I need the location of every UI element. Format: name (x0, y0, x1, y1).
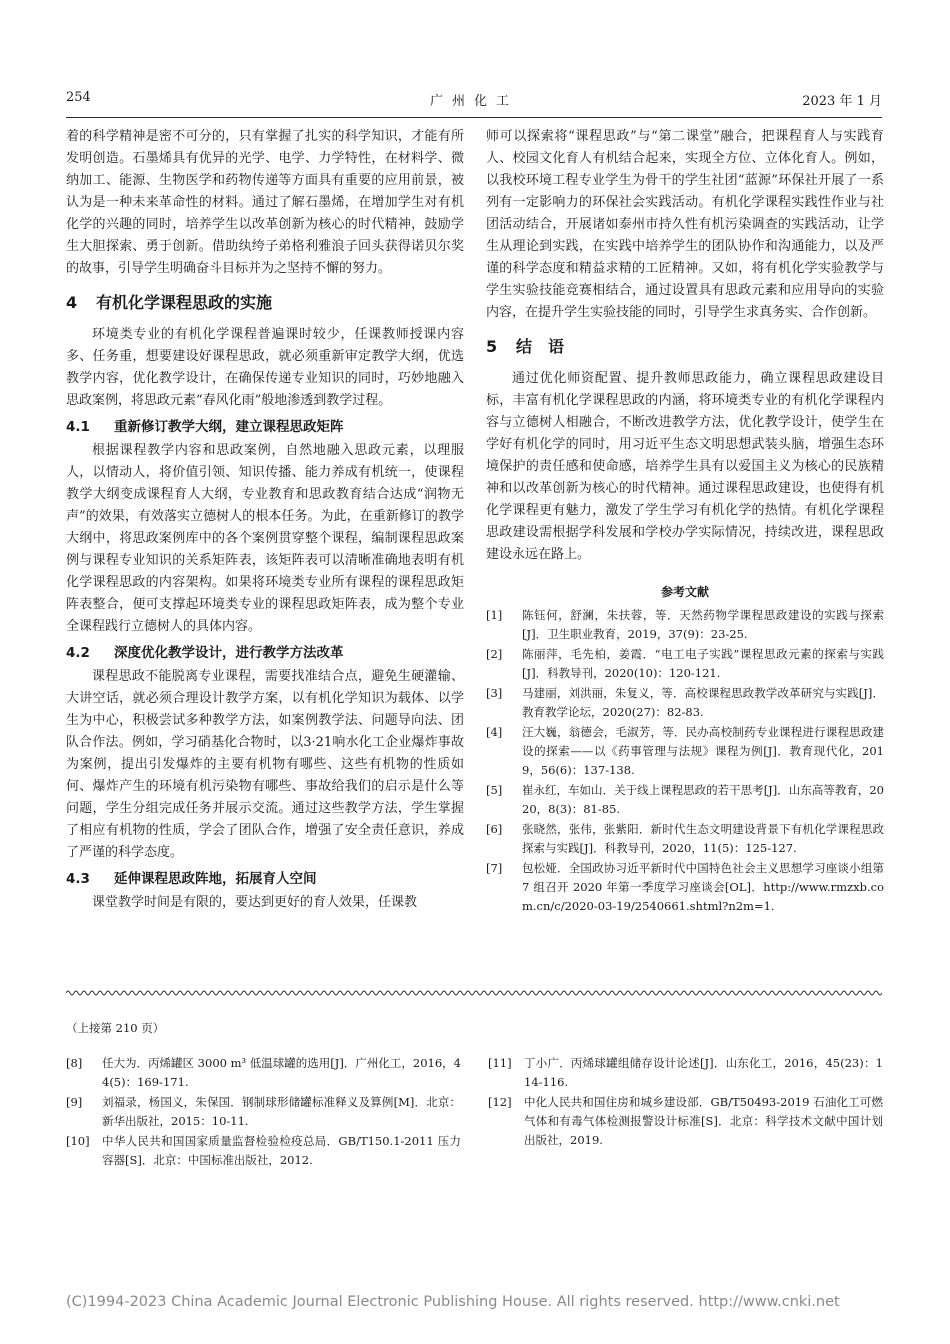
section-4-paragraph: 环境类专业的有机化学课程普遍课时较少，任课教师授课内容多、任务重，想要建设好课程思政，就必须重新审定教学大纲，优选教学内容，优化教学设计，在确保传递专业知识的同时，巧妙地融入思政案例，将思政元素“春风化雨”般地渗透到教学过程。 (66, 327, 464, 408)
subsection-4-1-heading (66, 416, 464, 438)
reference-text: 包松娅．全国政协习近平新时代中国特色社会主义思想学习座谈小组第 7 组召开 2020 年第一季度学习座谈会[OL]．http://www.rmzxb.com.cn/c/2020-03-19/2540661.shtml?n2m=1. (522, 861, 884, 913)
continued-note: （上接第 210 页） (66, 1021, 165, 1035)
reference-number: [12] (488, 1095, 512, 1109)
subsection-4-2-paragraph: 课程思政不能脱离专业课程，需要找准结合点，避免生硬灌输、大讲空话，就必须合理设计教学方案，以有机化学知识为载体、以学生为中心，积极尝试多种教学方法，如案例教学法、问题导向法、团队合作法。例如，学习硝基化合物时，以3·21响水化工企业爆炸事故为案例，提出引发爆炸的主要有机物有哪些、这些有机物的性质如何、爆炸产生的环境有机污染物有哪些、事故给我们的启示是什么等问题，学生分组完成任务并展示交流。通过这些教学方法，学生掌握了相应有机物的性质，学会了团队合作，增强了安全责任意识，养成了严谨的科学态度。 (66, 669, 464, 860)
reference-item (486, 820, 884, 858)
reference-text: 中华人民共和国国家质量监督检验检疫总局．GB/T150.1-2011 压力容器[S]．北京：中国标准出版社，2012. (102, 1134, 461, 1167)
intro-paragraph: 着的科学精神是密不可分的，只有掌握了扎实的科学知识，才能有所发明创造。石墨烯具有优异的光学、电学、力学特性，在材料学、微纳加工、能源、生物医学和药物传递等方面具有重要的应用前景，被认为是一种未来革命性的材料。通过了解石墨烯，在增加学生对有机化学的兴趣的同时，培养学生以改革创新为核心的时代精神，鼓励学生大胆探索、勇于创新。借助纨绔子弟格利雅浪子回头获得诺贝尔奖的故事，引导学生明确奋斗目标并为之坚持不懈的努力。 (66, 129, 464, 276)
conclusion-paragraph: 通过优化师资配置、提升教师思政能力，确立课程思政建设目标，丰富有机化学课程思政的内涵，将环境类专业的有机化学课程内容与立德树人相融合，不断改进教学方法，优化教学设计，使学生在学好有机化学的同时，用习近平生态文明思想武装头脑，增强生态环境保护的责任感和使命感，培养学生具有以爱国主义为核心的民族精神和以改革创新为核心的时代精神。通过课程思政建设，也使得有机化学课程更有魅力，激发了学生学习有机化学的热情。有机化学课程思政建设需根据学科发展和学校办学实际情况，持续改进，课程思政建设永远在路上。 (486, 371, 884, 562)
references-list (486, 606, 884, 916)
reference-number: [5] (486, 783, 503, 797)
left-column (66, 126, 464, 914)
reference-text: 马建丽，刘洪丽，朱复义，等．高校课程思政教学改革研究与实践[J]．教育教学论坛，2020(27)：82-83. (522, 686, 884, 719)
subsection-number: 4.1 (66, 419, 90, 435)
reference-text: 刘福录，杨国义，朱保国．钢制球形储罐标准释义及算例[M]．北京：新华出版社，2015：10-11. (102, 1095, 461, 1128)
reference-item (486, 684, 884, 722)
bottom-references-right (488, 1054, 883, 1151)
reference-text: 崔永红，车如山．关于线上课程思政的若干思考[J]．山东高等教育，2020，8(3)：81-85. (522, 783, 884, 816)
header-rule (66, 117, 882, 118)
reference-number: [7] (486, 861, 503, 875)
reference-text: 汪大巍，翁德会，毛淑芳，等．民办高校制药专业课程进行课程思政建设的探索——以《药事管理与法规》课程为例[J]．教育现代化，2019，56(6)：137-138. (522, 725, 884, 777)
reference-item (66, 1093, 461, 1131)
subsection-number: 4.2 (66, 645, 90, 661)
subsection-4-3-paragraph-cont: 师可以探索将“课程思政”与“第二课堂”融合，把课程育人与实践育人、校园文化育人有机结合起来，实现全方位、立体化育人。例如，以我校环境工程专业学生为骨干的学生社团“蓝源”环保社开展了一系列有一定影响力的环保社会实践活动。有机化学课程实践性作业与社团活动结合，开展诸如泰州市持久性有机污染调查的实践活动，让学生从理论到实践，在实践中培养学生的团队协作和沟通能力，以及严谨的科学态度和精益求精的工匠精神。又如，将有机化学实验教学与学生实验技能竞赛相结合，通过设置具有思政元素和应用导向的实验内容，在提升学生实验技能的同时，引导学生求真务实、合作创新。 (486, 129, 884, 320)
section-5-heading (486, 334, 884, 360)
subsection-title: 延伸课程思政阵地，拓展育人空间 (114, 871, 317, 887)
issue-date: 2023 年 1 月 (802, 94, 882, 109)
reference-number: [6] (486, 822, 503, 836)
reference-number: [1] (486, 608, 503, 622)
copyright-footer: (C)1994-2023 China Academic Journal Electronic Publishing House. All rights reserved. http://www.cnki.net (66, 1294, 840, 1310)
page-header (66, 88, 882, 112)
reference-text: 张晓然，张伟，张紫阳．新时代生态文明建设背景下有机化学课程思政探索与实践[J]．科教导刊，2020，11(5)：125-127. (522, 822, 884, 855)
reference-text: 陈丽萍，毛先柏，姜霞．“电工电子实践”课程思政元素的探索与实践[J]．科教导刊，2020(10)：120-121. (522, 647, 884, 680)
subsection-number: 4.3 (66, 871, 90, 887)
subsection-4-1-paragraph: 根据课程教学内容和思政案例，自然地融入思政元素，以理服人，以情动人，将价值引领、知识传播、能力养成有机统一，使课程教学大纲变成课程育人大纲，专业教育和思政教育结合达成“润物无声”的效果，有效落实立德树人的根本任务。为此，在重新修订的教学大纲中，将思政案例库中的各个案例贯穿整个课程，编制课程思政案例与课程专业知识的关系矩阵表，该矩阵表可以清晰准确地表明有机化学课程思政的内容架构。如果将环境类专业所有课程的课程思政矩阵表整合，便可支撑起环境类专业的课程思政矩阵表，成为整个专业全课程践行立德树人的具体内容。 (66, 443, 464, 634)
reference-number: [3] (486, 686, 503, 700)
reference-item (66, 1132, 461, 1170)
reference-item (486, 723, 884, 780)
reference-text: 任大为．丙烯罐区 3000 m³ 低温球罐的选用[J]．广州化工，2016，44(5)：169-171. (102, 1056, 461, 1089)
reference-number: [10] (66, 1134, 90, 1148)
reference-item (486, 606, 884, 644)
reference-number: [8] (66, 1056, 83, 1070)
reference-item (66, 1054, 461, 1092)
section-number: 5 (486, 337, 498, 356)
right-column (486, 126, 884, 917)
reference-item (488, 1054, 883, 1092)
section-title: 结 语 (516, 337, 565, 356)
reference-text: 中化人民共和国住房和城乡建设部．GB/T50493-2019 石油化工可燃气体和有毒气体检测报警设计标准[S]．北京：科学技术文献中国计划出版社，2019. (524, 1095, 883, 1147)
reference-item (486, 645, 884, 683)
subsection-title: 深度优化教学设计，进行教学方法改革 (114, 645, 344, 661)
journal-name: 广州化工 (429, 94, 518, 109)
reference-number: [4] (486, 725, 503, 739)
reference-item (488, 1093, 883, 1150)
references-title: 参考文献 (660, 585, 709, 599)
subsection-4-2-heading (66, 642, 464, 664)
bottom-references-left (66, 1054, 461, 1171)
subsection-4-3-heading (66, 868, 464, 890)
reference-number: [11] (488, 1056, 512, 1070)
reference-text: 丁小广．丙烯球罐组储存设计论述[J]．山东化工，2016，45(23)：114-116. (524, 1056, 883, 1089)
page-number: 254 (66, 90, 91, 105)
section-number: 4 (66, 293, 78, 312)
reference-text: 陈钰何，舒澜，朱扶蓉，等．天然药物学课程思政建设的实践与探索[J]．卫生职业教育，2019，37(9)：23-25. (522, 608, 884, 641)
subsection-4-3-paragraph-start: 课堂教学时间是有限的，要达到更好的育人效果，任课教 (92, 895, 418, 910)
subsection-title: 重新修订教学大纲，建立课程思政矩阵 (114, 419, 344, 435)
section-4-heading (66, 290, 464, 316)
section-title: 有机化学课程思政的实施 (96, 293, 273, 312)
reference-number: [9] (66, 1095, 83, 1109)
reference-item (486, 781, 884, 819)
wavy-separator (66, 988, 882, 998)
reference-item (486, 859, 884, 916)
reference-number: [2] (486, 647, 503, 661)
